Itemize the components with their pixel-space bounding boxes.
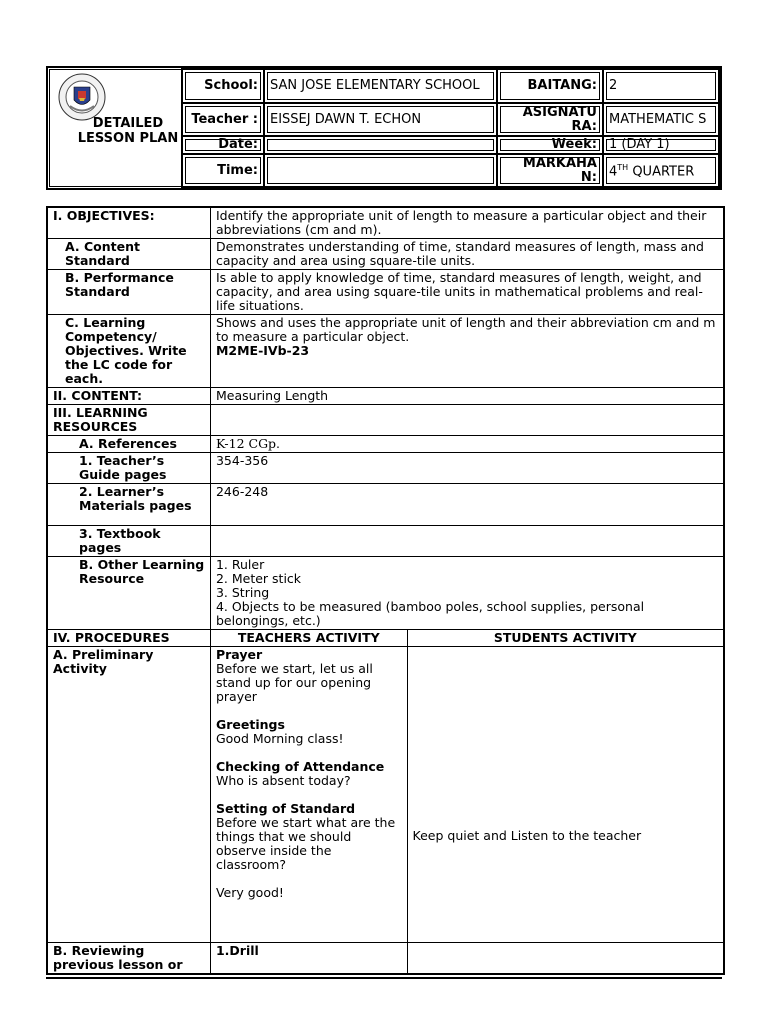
performance-standard-label: B. Performance Standard [47, 270, 210, 315]
week-label: Week: [497, 136, 603, 154]
list-item: 3. String [215, 585, 270, 600]
learners-materials-label: 2. Learner’s Materials pages [47, 484, 210, 526]
baitang-value: 2 [603, 69, 719, 103]
lc-code: M2ME-IVb-23 [215, 343, 310, 358]
very-good-text: Very good! [215, 885, 284, 900]
procedures-label: IV. PROCEDURES [47, 630, 210, 647]
deped-seal-icon [58, 73, 106, 121]
greetings-title: Greetings [215, 717, 285, 732]
preliminary-activity-label: A. Preliminary Activity [47, 647, 210, 943]
textbook-label: 3. Textbook pages [47, 526, 210, 557]
time-label: Time: [182, 154, 264, 187]
markahan-label: MARKAHA N: [497, 154, 603, 187]
markahan-value: 4TH QUARTER [603, 154, 719, 187]
drill-label: 1.Drill [210, 943, 407, 975]
document-title: DETAILED LESSON PLAN [77, 116, 179, 146]
content-standard-value: Demonstrates understanding of time, standard measures of length, mass and capacity and area using square-tile units. [210, 239, 724, 270]
teacher-label: Teacher : [182, 103, 264, 136]
teachers-guide-value: 354-356 [210, 453, 724, 484]
objectives-value: Identify the appropriate unit of length to measure a particular object and their abbreviations (cm and m). [210, 207, 724, 239]
attendance-text: Who is absent today? [215, 773, 351, 788]
student-response: Keep quiet and Listen to the teacher [412, 828, 642, 843]
attendance-title: Checking of Attendance [215, 759, 385, 774]
content-value: Measuring Length [210, 388, 724, 405]
asignatura-value: MATHEMATIC S [603, 103, 719, 136]
standard-title: Setting of Standard [215, 801, 356, 816]
learners-materials-value: 246-248 [210, 484, 724, 526]
textbook-value [210, 526, 724, 557]
learning-competency-cell [210, 315, 724, 388]
learning-competency-value: Shows and uses the appropriate unit of length and their abbreviation cm and m to measure a particular object. [215, 315, 716, 344]
references-value: K-12 CGp. [210, 436, 724, 453]
page-bottom-rule [46, 977, 722, 979]
content-label: II. CONTENT: [47, 388, 210, 405]
list-item: 4. Objects to be measured (bamboo poles, school supplies, personal belongings, etc.) [215, 599, 645, 628]
week-value: 1 (DAY 1) [603, 136, 719, 154]
other-resources-label: B. Other Learning Resource [47, 557, 210, 630]
asignatura-label: ASIGNATU RA: [497, 103, 603, 136]
content-standard-label: A. Content Standard [47, 239, 210, 270]
reviewing-label: B. Reviewing previous lesson or [47, 943, 210, 975]
students-activity-header: STUDENTS ACTIVITY [407, 630, 724, 647]
teacher-value: EISSEJ DAWN T. ECHON [264, 103, 497, 136]
standard-text: Before we start what are the things that we should observe inside the classroom? [215, 815, 396, 872]
learning-competency-label: C. Learning Competency/ Objectives. Write the LC code for each. [47, 315, 210, 388]
prayer-text: Before we start, let us all stand up for our opening prayer [215, 661, 373, 704]
list-item: 1. Ruler [215, 557, 265, 572]
preliminary-student-cell [407, 647, 724, 943]
references-label: A. References [47, 436, 210, 453]
other-resources-list [210, 557, 724, 630]
school-value: SAN JOSE ELEMENTARY SCHOOL [264, 69, 497, 103]
time-value [264, 154, 497, 187]
greetings-text: Good Morning class! [215, 731, 344, 746]
date-label: Date: [182, 136, 264, 154]
date-value [264, 136, 497, 154]
preliminary-teacher-cell [210, 647, 407, 943]
baitang-label: BAITANG: [497, 69, 603, 103]
objectives-label: I. OBJECTIVES: [47, 207, 210, 239]
school-label: School: [182, 69, 264, 103]
performance-standard-value: Is able to apply knowledge of time, standard measures of length, weight, and capacity, and area using square-tile units in mathematical problems and real-life situations. [210, 270, 724, 315]
prayer-title: Prayer [215, 647, 263, 662]
teachers-activity-header: TEACHERS ACTIVITY [210, 630, 407, 647]
header-table [181, 68, 720, 188]
learning-resources-label: III. LEARNING RESOURCES [47, 405, 210, 436]
lesson-plan-table [46, 206, 725, 975]
list-item: 2. Meter stick [215, 571, 302, 586]
teachers-guide-label: 1. Teacher’s Guide pages [47, 453, 210, 484]
